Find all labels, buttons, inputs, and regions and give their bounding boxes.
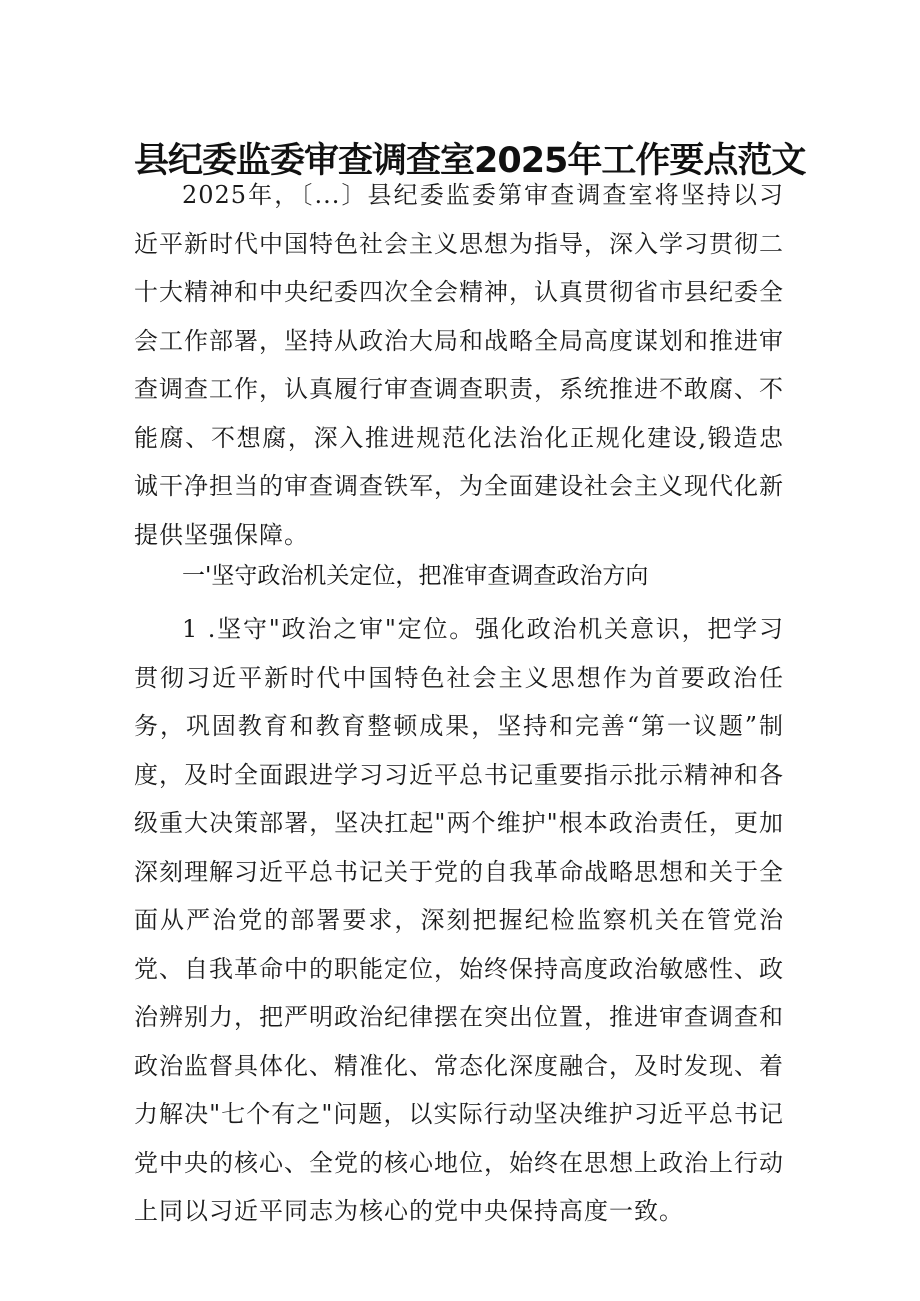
intro-paragraph: 2025年，〔...〕县纪委监委第审查调查室将坚持以习近平新时代中国特色社会主义思想为指导，深入学习贯彻二十大精神和中央纪委四次全会精神，认真贯彻省市县纪委全会工作部署，坚持从政治大局和战略全局高度谋划和推进审查调查工作，认真履行审查调查职责，系统推进不敢腐、不能腐、不想腐，深入推进规范化法治化正规化建设,锻造忠诚干净担当的审查调查铁军，为全面建设社会主义现代化新提供坚强保障。 <box>134 181 784 549</box>
document-title: 县纪委监委审查调查室2025年工作要点范文 <box>134 141 806 181</box>
section-heading: 一'坚守政治机关定位，把准审查调查政治方向 <box>182 563 649 589</box>
item-paragraph: 1 .坚守"政治之审"定位。强化政治机关意识，把学习贯彻习近平新时代中国特色社会主义思想作为首要政治任务，巩固教育和教育整顿成果，坚持和完善“第一议题”制度，及时全面跟进学习习近平总书记重要指示批示精神和各级重大决策部署，坚决扛起"两个维护"根本政治责任，更加深刻理解习近平总书记关于党的自我革命战略思想和关于全面从严治党的部署要求，深刻把握纪检监察机关在管党治党、自我革命中的职能定位，始终保持高度政治敏感性、政治辨别力，把严明政治纪律摆在突出位置，推进审查调查和政治监督具体化、精准化、常态化深度融合，及时发现、着力解决"七个有之"问题，以实际行动坚决维护习近平总书记党中央的核心、全党的核心地位，始终在思想上政治上行动上同以习近平同志为核心的党中央保持高度一致。 <box>134 615 784 1225</box>
